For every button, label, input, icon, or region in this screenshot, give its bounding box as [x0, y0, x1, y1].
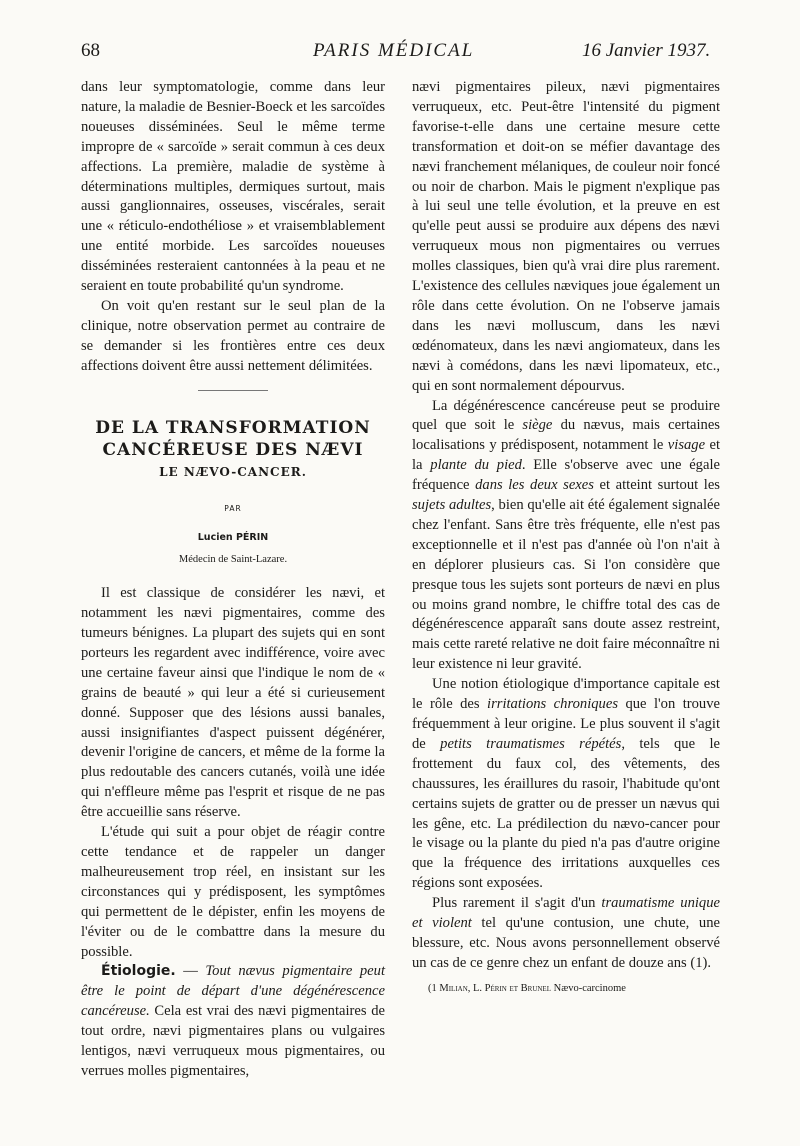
- journal-title: PARIS MÉDICAL: [313, 40, 475, 61]
- em-dash: —: [175, 963, 206, 980]
- emphasis-text: traumatisme unique et violent: [412, 895, 720, 932]
- paragraph: nævi pigmentaires pileux, nævi pigmentaires verruqueux, etc. Peut-être l'intensité du pigment favorise-t-elle dans une certaine mesure cette transformation et doit-on se méfier davantage des nævi franchement mélaniques, de couleur noir foncé ou noir de charbon. Mais le pigment n'explique pas à lui seul une telle évolution, et la preuve en est qu'elle peut aussi se produire aux dépens des nævi verruqueux mous non pigmentaires ou verrues molles classiques, bien qu'à vrai dire plus rarement. L'existence des cellules næviques joue également un rôle dans cette évolution. On ne l'observe jamais dans les nævi molluscum, dans les nævi œdénomateux, dans les nævi angiomateux, dans les nævi à comédons, dans les nævi lipomateux, etc., qui en sont normalement dépourvus.: [412, 79, 720, 394]
- paragraph-text: et la: [412, 437, 720, 474]
- paragraph-text: que l'on trouve fréquemment à leur origine. Le plus souvent il s'agit de: [412, 696, 720, 752]
- paragraph-text: tel qu'une contusion, une chute, une blessure, etc. Nous avons personnellement observé un cas de ce genre chez un enfant de douze ans (1).: [412, 915, 720, 971]
- section-heading-etiologie: Étiologie.: [101, 963, 176, 980]
- left-column: [81, 78, 385, 1082]
- paragraph-etiologie: [81, 962, 385, 1081]
- article-title-line-1: DE LA TRANSFORMATION: [95, 417, 371, 438]
- paragraph-text: Plus rarement il s'agit d'un: [432, 895, 602, 912]
- paragraph-text: , bien qu'elle ait été également signalée chez l'enfant. Sans être très fréquente, elle n'est pas exceptionnelle et il n'est pas d'année où l'on n'ait à en déplorer plusieurs cas. Si l'on considère que presque tous les sujets sont porteurs de nævi en plus ou moins grand nombre, le chiffre total des cas de dégénérescence apparaît sans doute assez restreint, mais cette rareté relative ne doit faire méconnaître ni leur existence ni leur gravité.: [412, 497, 720, 673]
- paragraph-text: La dégénérescence cancéreuse peut se produire quel que soit le: [412, 397, 720, 434]
- paragraph-traumatisme: [412, 894, 720, 974]
- footnote-authors: Milian, L. Périn et Brunel: [439, 982, 551, 994]
- emphasis-text: petits traumatismes répétés: [440, 735, 622, 752]
- emphasis-text: irritations chroniques: [487, 696, 618, 713]
- author-affiliation: Médecin de Saint-Lazare.: [178, 554, 288, 566]
- byline-par: PAR: [224, 503, 242, 513]
- section-divider: [198, 390, 268, 391]
- emphasis-text: visage: [667, 437, 706, 454]
- right-column: [412, 78, 720, 996]
- article-title-line-2: CANCÉREUSE DES NÆVI: [102, 439, 364, 460]
- emphasis-text: dans les deux sexes: [475, 477, 594, 494]
- paragraph: Il est classique de considérer les nævi, et notamment les nævi pigmentaires, comme des tumeurs bénignes. La plupart des sujets qui en sont porteurs les regardent avec indifférence, voire avec une certaine faveur ainsi que l'indique le nom de « grains de beauté » qui leur a été si curieusement donné. Supposer que des lésions aussi banales, aussi insignifiantes d'aspect puissent dégénérer, devenir l'origine de cancers, et même de la forme la plus redoutable des cancers cutanés, voilà une idée qui n'effleure même pas l'esprit et risque de ne pas être accueillie sans réserve.: [81, 585, 385, 821]
- paragraph: On voit qu'en restant sur le seul plan de la clinique, notre observation permet au contraire de se demander si les frontières entre ces deux affections doivent être aussi nettement délimitées.: [81, 297, 385, 374]
- footnote-marker: (1: [428, 982, 440, 994]
- paragraph-text: Cela est vrai des nævi pigmentaires de tout ordre, nævi pigmentaires plans ou vulgaires lentigos, nævi verruqueux mous pigmentaires, ou verrues molles pigmentaires,: [81, 1003, 385, 1079]
- emphasis-text: plante du pied: [430, 457, 522, 474]
- author-name: Lucien PÉRIN: [197, 532, 269, 544]
- paragraph-text: et atteint surtout les: [593, 477, 720, 494]
- issue-date: 16 Janvier 1937.: [582, 40, 711, 61]
- paragraph-text: . Elle s'observe avec une égale fréquence: [412, 457, 720, 494]
- paragraph-text: , tels que le frottement du faux col, des vêtements, des chaussures, les éraillures du rasoir, l'habitude qu'ont certains sujets de gratter ou de presser un nævus qui les gêne, etc. La prédilection du nævo-cancer pour le visage ou la plante du pied n'a pas d'autre origine que la fréquence des irritations auxquelles ces régions sont exposées.: [412, 735, 720, 892]
- paragraph-localisation: [412, 397, 720, 676]
- page-number: 68: [81, 40, 100, 61]
- emphasis-text: siège: [522, 417, 553, 434]
- emphasis-text: Tout nævus pigmentaire peut être le point de départ d'une dégénérescence cancéreuse.: [81, 963, 385, 1020]
- footnote: [412, 982, 720, 996]
- paragraph: L'étude qui suit a pour objet de réagir contre cette tendance et de rappeler un danger malheureusement trop réel, en insistant sur les circonstances qui y prédisposent, les symptômes qui permettent de le dépister, enfin les moyens de l'éviter ou de le combattre dans la mesure du possible.: [81, 824, 385, 960]
- article-subtitle: LE NÆVO-CANCER.: [159, 464, 307, 479]
- paragraph: dans leur symptomatologie, comme dans leur nature, la maladie de Besnier-Boeck et les sarcoïdes noueuses disséminées. Seul le même terme impropre de « sarcoïde » serait commun à ces deux affections. La première, maladie de système à déterminations multiples, dermiques surtout, mais aussi ganglionnaires, osseuses, viscérales, serait une « réticulo-endothéliose » et vraisemblablement une entité morbide. Les sarcoïdes noueuses disséminées resteraient cantonnées à la peau et ne seraient en toute probabilité qu'un syndrome.: [81, 79, 385, 295]
- paragraph-text: du nævus, mais certaines localisations y prédisposent, notamment le: [412, 417, 720, 454]
- emphasis-text: sujets adultes: [412, 497, 492, 514]
- footnote-text: Nævo-carcinome: [550, 982, 626, 994]
- paragraph-text: Une notion étiologique d'importance capitale est le rôle des: [412, 676, 720, 713]
- paragraph-irritations: [412, 675, 720, 894]
